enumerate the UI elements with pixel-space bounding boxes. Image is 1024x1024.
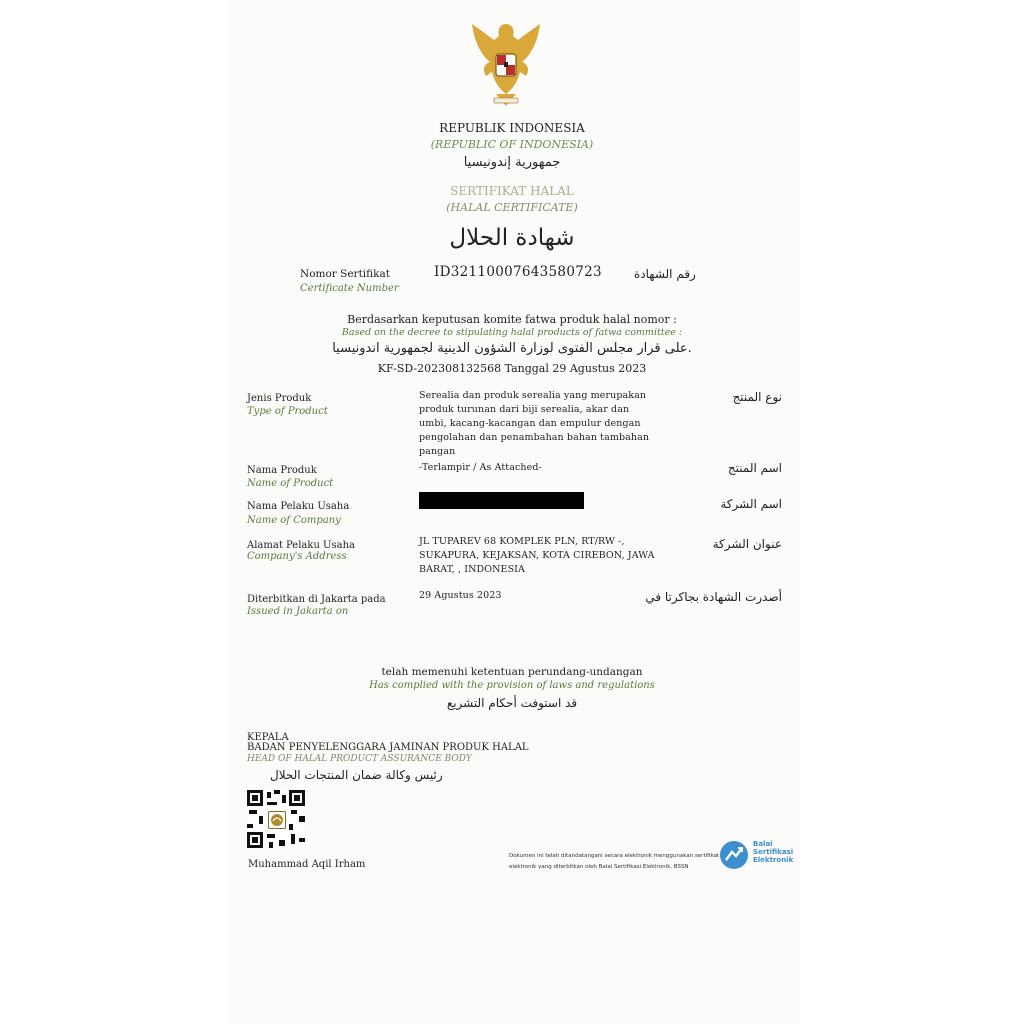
product-name-label: Nama Produk	[247, 465, 317, 476]
cert-number-label-ar: رقم الشهادة	[634, 267, 696, 281]
product-name-label-ar: اسم المنتج	[727, 461, 782, 475]
company-name-label-en: Name of Company	[247, 515, 341, 526]
signatory-position-2: BADAN PENYELENGGARA JAMINAN PRODUK HALAL	[247, 742, 529, 753]
bsre-logo-icon	[719, 840, 749, 870]
product-type-line-3: umbi, kacang-kacangan dan empulur dengan	[419, 418, 641, 429]
bsre-logo-text-1: Balai	[753, 840, 773, 848]
product-type-line-5: pangan	[419, 446, 456, 457]
decree-line-en: Based on the decree to stipulating halal products of fatwa committee :	[341, 327, 683, 338]
product-type-label-en: Type of Product	[247, 406, 328, 417]
company-address-label-ar: عنوان الشركة	[712, 537, 782, 551]
bsre-logo-text-2: Sertifikasi	[753, 848, 794, 856]
cert-number-value: ID32110007643580723	[434, 264, 602, 280]
certificate-title-ar: شهادة الحلال	[449, 225, 575, 251]
issued-date: 29 Agustus 2023	[419, 590, 502, 601]
decree-line-ar: على قرار مجلس الفتوى لوزارة الشؤون الدينية لجمهورية اندونيسيا.	[332, 341, 692, 356]
signatory-name: Muhammad Aqil Irham	[248, 859, 366, 870]
company-address-label-en: Company's Address	[247, 551, 347, 562]
issued-label-en: Issued in Jakarta on	[247, 606, 349, 617]
issued-label: Diterbitkan di Jakarta pada	[247, 594, 386, 605]
issued-label-ar: أصدرت الشهادة بجاكرتا في	[645, 590, 782, 604]
product-type-line-4: pengolahan dan penambahan bahan tambahan	[419, 432, 650, 443]
compliance-line: telah memenuhi ketentuan perundang-undangan	[381, 666, 643, 678]
company-address-label: Alamat Pelaku Usaha	[247, 540, 355, 551]
company-name-label-ar: اسم الشركة	[720, 497, 782, 511]
cert-number-label: Nomor Sertifikat	[300, 268, 390, 280]
company-address-line-3: BARAT, , INDONESIA	[419, 564, 525, 575]
country-name-en: (REPUBLIC OF INDONESIA)	[430, 138, 594, 151]
signatory-position-ar: رئيس وكالة ضمان المنتجات الحلال	[270, 768, 443, 782]
decree-reference: KF-SD-202308132568 Tanggal 29 Agustus 2023	[377, 362, 647, 375]
company-address-line-1: JL TUPAREV 68 KOMPLEK PLN, RT/RW -,	[419, 536, 625, 547]
compliance-line-en: Has complied with the provision of laws and regulations	[369, 680, 655, 691]
e-sign-note-line-1: Dokumen ini telah ditandatangani secara elektronik menggunakan sertifikat	[509, 853, 720, 859]
product-type-label: Jenis Produk	[247, 393, 312, 404]
product-type-line-1: Serealia dan produk serealia yang merupakan	[419, 390, 647, 401]
certificate-title-en: (HALAL CERTIFICATE)	[446, 201, 578, 214]
certificate-title: SERTIFIKAT HALAL	[450, 184, 574, 198]
cert-number-label-en: Certificate Number	[300, 283, 399, 294]
country-name: REPUBLIK INDONESIA	[439, 121, 585, 135]
product-name-value: -Terlampir / As Attached-	[419, 462, 542, 473]
product-type-label-ar: نوع المنتج	[732, 390, 782, 404]
decree-line: Berdasarkan keputusan komite fatwa produk halal nomor :	[347, 313, 677, 326]
company-name-label: Nama Pelaku Usaha	[247, 501, 350, 512]
product-type-line-2: produk turunan dari biji serealia, akar dan	[419, 404, 630, 415]
country-name-ar: جمهورية إندونيسيا	[463, 155, 561, 170]
halal-logo-icon	[269, 812, 285, 828]
product-name-label-en: Name of Product	[247, 478, 334, 489]
company-name-redacted	[419, 492, 584, 509]
signatory-position-en: HEAD OF HALAL PRODUCT ASSURANCE BODY	[247, 754, 472, 764]
company-address-line-2: SUKAPURA, KEJAKSAN, KOTA CIREBON, JAWA	[419, 550, 655, 561]
compliance-line-ar: قد استوفت أحكام التشريع	[446, 696, 578, 710]
bsre-logo-text-3: Elektronik	[753, 856, 794, 864]
e-sign-note-line-2: elektronik yang diterbitkan oleh Balai Sertifikasi Elektronik, BSSN	[509, 864, 689, 870]
garuda-emblem	[466, 18, 546, 110]
signatory-position-1: KEPALA	[247, 732, 289, 743]
